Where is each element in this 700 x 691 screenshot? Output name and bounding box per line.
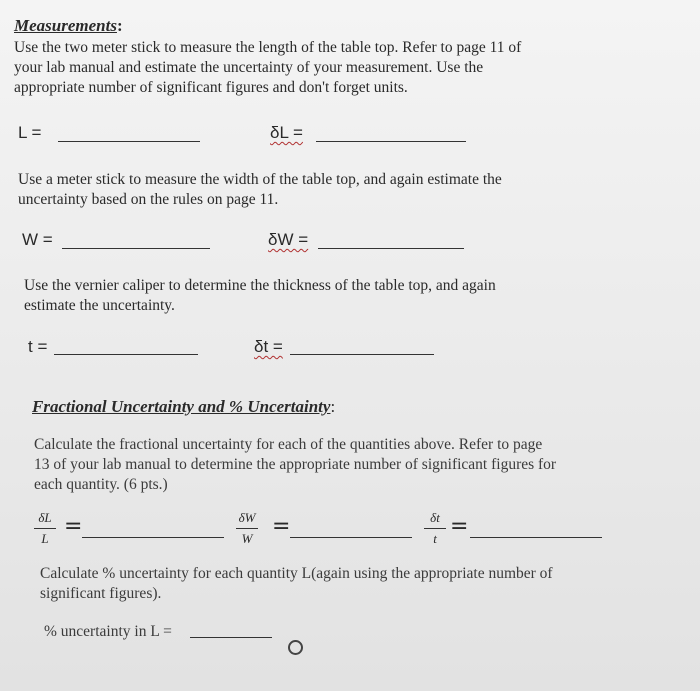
fraction-numerator: δW xyxy=(238,510,256,525)
equals-sign: = xyxy=(450,514,469,539)
percent-uncertainty-label: % uncertainty in L = xyxy=(44,623,172,640)
thickness-input[interactable] xyxy=(54,353,198,355)
thickness-uncertainty-input[interactable] xyxy=(290,353,434,355)
length-input[interactable] xyxy=(58,140,200,142)
intro-line: appropriate number of significant figures and don't forget units. xyxy=(14,79,408,96)
fraction-denominator: L xyxy=(41,531,49,546)
thickness-instructions xyxy=(24,276,496,316)
fractional-instructions xyxy=(34,435,556,495)
fractional-line: 13 of your lab manual to determine the appropriate number of significant figures for xyxy=(34,456,557,473)
width-instructions xyxy=(18,170,502,210)
length-label: L = xyxy=(18,123,42,142)
fraction-numerator: δL xyxy=(38,510,52,525)
percent-line: significant figures). xyxy=(40,585,162,602)
length-uncertainty-label: δL = xyxy=(270,123,303,142)
fraction-L-input[interactable] xyxy=(82,536,224,538)
fraction-dW-over-W xyxy=(236,510,258,547)
thickness-uncertainty-label: δt = xyxy=(254,337,283,356)
radio-circle[interactable] xyxy=(288,640,303,655)
fractional-heading: Fractional Uncertainty and % Uncertainty: xyxy=(32,397,336,416)
width-input[interactable] xyxy=(62,247,210,249)
fraction-dL-over-L xyxy=(34,510,56,547)
intro-line: Use the two meter stick to measure the length of the table top. Refer to page 11 of xyxy=(14,39,522,56)
thickness-line: Use the vernier caliper to determine the thickness of the table top, and again xyxy=(24,277,496,294)
width-uncertainty-input[interactable] xyxy=(318,247,464,249)
thickness-label: t = xyxy=(28,337,48,356)
percent-line: Calculate % uncertainty for each quantity L(again using the appropriate number of xyxy=(40,565,553,582)
width-line: uncertainty based on the rules on page 11. xyxy=(18,191,279,208)
percent-instructions xyxy=(40,564,553,604)
width-label: W = xyxy=(22,230,53,249)
length-uncertainty-input[interactable] xyxy=(316,140,466,142)
fractional-line: Calculate the fractional uncertainty for each of the quantities above. Refer to page xyxy=(34,436,543,453)
fraction-dt-over-t xyxy=(424,510,446,547)
width-line: Use a meter stick to measure the width of the table top, and again estimate the xyxy=(18,171,502,188)
equals-sign: = xyxy=(64,514,83,539)
width-uncertainty-label: δW = xyxy=(268,230,309,249)
intro-line: your lab manual and estimate the uncertainty of your measurement. Use the xyxy=(14,59,484,76)
fraction-denominator: W xyxy=(241,531,253,546)
thickness-line: estimate the uncertainty. xyxy=(24,297,175,314)
fraction-denominator: t xyxy=(433,531,437,546)
fraction-t-input[interactable] xyxy=(470,536,602,538)
measurements-heading: Measurements: xyxy=(14,16,123,35)
fraction-W-input[interactable] xyxy=(290,536,412,538)
fractional-line: each quantity. (6 pts.) xyxy=(34,476,168,493)
percent-uncertainty-input[interactable] xyxy=(190,636,272,638)
equals-sign: = xyxy=(272,514,291,539)
fraction-numerator: δt xyxy=(430,510,440,525)
measurements-intro xyxy=(14,38,521,98)
